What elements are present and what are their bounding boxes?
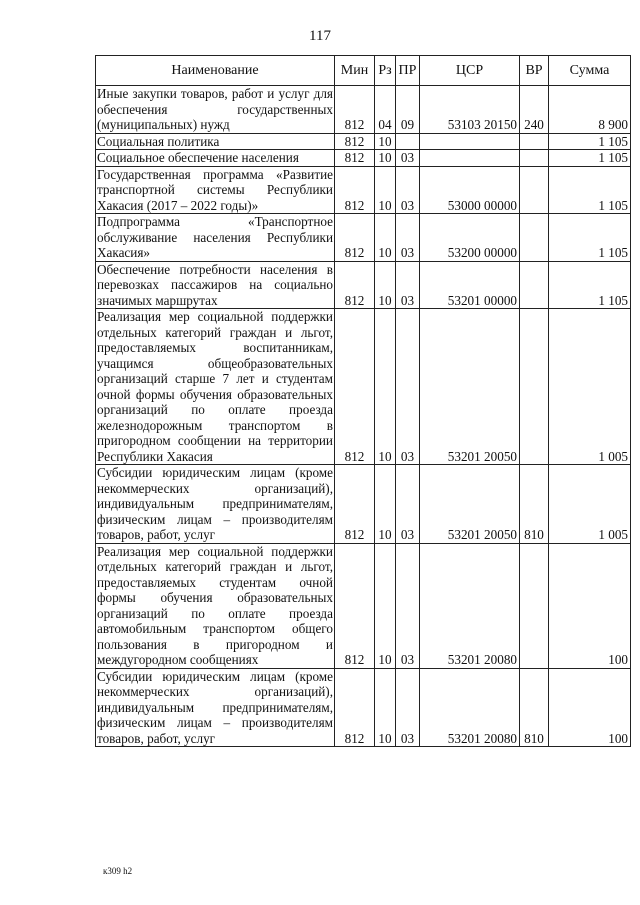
- table-row: [96, 668, 631, 747]
- cell-vr: [520, 261, 549, 309]
- cell-vr: [520, 150, 549, 167]
- table-row: [96, 214, 631, 262]
- cell-sum: 1 105: [549, 166, 631, 214]
- table-row: [96, 150, 631, 167]
- page-number: 117: [309, 28, 331, 44]
- cell-pr: 03: [396, 150, 420, 167]
- cell-pr: [396, 133, 420, 150]
- cell-name: Субсидии юридическим лицам (кроме некоммерческих организаций), индивидуальным предпринимателям, физическим лицам – производителям товаров, работ, услуг: [97, 465, 333, 542]
- cell-name: Реализация мер социальной поддержки отдельных категорий граждан и льгот, предоставляемых воспитанникам, учащимся общеобразовательных организаций старше 7 лет и студентам очной формы обучения образовательных организаций по оплате проезда железнодорожным транспортом в пригородном сообщении на территории Республики Хакасия: [97, 309, 333, 464]
- cell-csr: [420, 150, 520, 167]
- footer-code: к309 h2: [103, 866, 133, 876]
- cell-sum: 8 900: [549, 86, 631, 134]
- table-row: [96, 465, 631, 544]
- cell-rz: 10: [375, 543, 396, 668]
- cell-min: 812: [335, 543, 375, 668]
- cell-vr: [520, 543, 549, 668]
- cell-vr: [520, 214, 549, 262]
- header-min: Мин: [335, 56, 375, 86]
- cell-min: 812: [335, 261, 375, 309]
- cell-vr: [520, 166, 549, 214]
- cell-rz: 10: [375, 150, 396, 167]
- cell-pr: 03: [396, 465, 420, 544]
- cell-csr: 53103 20150: [420, 86, 520, 134]
- cell-name: Государственная программа «Развитие транспортной системы Республики Хакасия (2017 – 2022 годы)»: [97, 166, 333, 213]
- header-vr: ВР: [520, 56, 549, 86]
- cell-min: 812: [335, 150, 375, 167]
- header-csr: ЦСР: [420, 56, 520, 86]
- table-row: [96, 309, 631, 465]
- cell-min: 812: [335, 309, 375, 465]
- cell-rz: 10: [375, 166, 396, 214]
- cell-vr: 810: [520, 668, 549, 747]
- cell-name: Подпрограмма «Транспортное обслуживание населения Республики Хакасия»: [97, 214, 333, 260]
- cell-csr: 53201 20080: [420, 668, 520, 747]
- cell-vr: 810: [520, 465, 549, 544]
- budget-table: [95, 55, 631, 747]
- cell-sum: 100: [549, 668, 631, 747]
- cell-name: Реализация мер социальной поддержки отдельных категорий граждан и льгот, предоставляемых студентам очной формы обучения образовательных организаций по оплате проезда автомобильным транспортом общего пользования в пригородном и междугородном сообщениях: [97, 543, 333, 667]
- cell-csr: 53201 20050: [420, 465, 520, 544]
- cell-pr: 03: [396, 214, 420, 262]
- cell-min: 812: [335, 214, 375, 262]
- header-rz: Рз: [375, 56, 396, 86]
- cell-sum: 100: [549, 543, 631, 668]
- cell-sum: 1 005: [549, 309, 631, 465]
- cell-min: 812: [335, 86, 375, 134]
- table-row: [96, 543, 631, 668]
- cell-csr: 53201 00000: [420, 261, 520, 309]
- cell-csr: 53201 20050: [420, 309, 520, 465]
- cell-name: Обеспечение потребности населения в перевозках пассажиров на социально значимых маршрутах: [97, 261, 333, 308]
- cell-min: 812: [335, 668, 375, 747]
- table-row: [96, 166, 631, 214]
- cell-sum: 1 105: [549, 133, 631, 150]
- cell-name: Социальная политика: [96, 133, 335, 150]
- cell-min: 812: [335, 133, 375, 150]
- cell-csr: 53200 00000: [420, 214, 520, 262]
- cell-vr: [520, 309, 549, 465]
- cell-sum: 1 005: [549, 465, 631, 544]
- cell-rz: 10: [375, 133, 396, 150]
- cell-rz: 10: [375, 465, 396, 544]
- cell-name: Субсидии юридическим лицам (кроме некоммерческих организаций), индивидуальным предпринимателям, физическим лицам – производителям товаров, работ, услуг: [97, 668, 333, 746]
- cell-pr: 03: [396, 261, 420, 309]
- cell-vr: [520, 133, 549, 150]
- cell-pr: 03: [396, 166, 420, 214]
- cell-min: 812: [335, 465, 375, 544]
- cell-pr: 09: [396, 86, 420, 134]
- cell-vr: 240: [520, 86, 549, 134]
- header-pr: ПР: [396, 56, 420, 86]
- cell-name: Социальное обеспечение населения: [96, 150, 335, 167]
- cell-rz: 10: [375, 668, 396, 747]
- header-name: Наименование: [96, 56, 335, 86]
- cell-rz: 10: [375, 309, 396, 465]
- table-row: [96, 261, 631, 309]
- cell-rz: 10: [375, 214, 396, 262]
- cell-rz: 04: [375, 86, 396, 134]
- cell-sum: 1 105: [549, 214, 631, 262]
- cell-csr: [420, 133, 520, 150]
- cell-pr: 03: [396, 543, 420, 668]
- cell-sum: 1 105: [549, 261, 631, 309]
- cell-rz: 10: [375, 261, 396, 309]
- table-row: [96, 86, 631, 134]
- table-row: [96, 133, 631, 150]
- cell-csr: 53000 00000: [420, 166, 520, 214]
- table-header-row: [96, 56, 631, 86]
- cell-min: 812: [335, 166, 375, 214]
- cell-sum: 1 105: [549, 150, 631, 167]
- cell-pr: 03: [396, 309, 420, 465]
- cell-name: Иные закупки товаров, работ и услуг для обеспечения государственных (муниципальных) нужд: [97, 86, 333, 132]
- cell-pr: 03: [396, 668, 420, 747]
- cell-csr: 53201 20080: [420, 543, 520, 668]
- header-sum: Сумма: [549, 56, 631, 86]
